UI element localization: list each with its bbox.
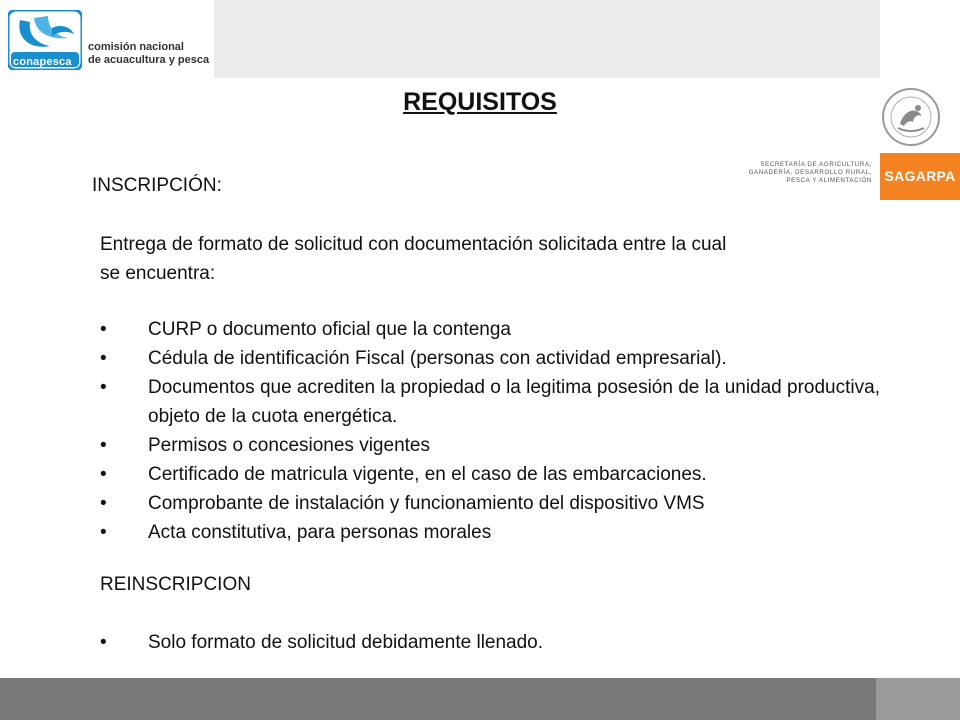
intro-line1: Entrega de formato de solicitud con documentación solicitada entre la cual — [100, 234, 727, 255]
conapesca-brand: conapesca — [13, 56, 72, 68]
secretaria-line2: GANADERÍA, DESARROLLO RURAL, — [748, 169, 872, 176]
list-item — [100, 315, 890, 344]
list-item-text: Documentos que acrediten la propiedad o la legitima posesión de la unidad productiva, objeto de la cuota energética. — [148, 377, 880, 427]
sagarpa-text: SAGARPA — [884, 168, 956, 184]
list-item-text: Comprobante de instalación y funcionamiento del dispositivo VMS — [148, 493, 705, 514]
secretaria-line1: SECRETARÍA DE AGRICULTURA, — [760, 161, 872, 168]
bullet: • — [100, 435, 107, 456]
conapesca-name — [88, 41, 209, 67]
reinscripcion-heading: REINSCRIPCION — [100, 574, 251, 595]
secretaria-line3: PESCA Y ALIMENTACIÓN — [786, 177, 872, 184]
list-item-text: Permisos o concesiones vigentes — [148, 435, 430, 456]
inscripcion-heading: INSCRIPCIÓN: — [92, 175, 222, 196]
list-item-text: Acta constitutiva, para personas morales — [148, 522, 492, 543]
list-item — [100, 373, 890, 431]
list-item — [100, 518, 890, 547]
footer-band-corner — [876, 678, 960, 720]
bullet: • — [100, 319, 107, 340]
bullet: • — [100, 377, 107, 398]
conapesca-name-line1: comisión nacional — [88, 41, 184, 53]
conapesca-logo — [0, 0, 214, 78]
list-item-text: Certificado de matricula vigente, en el caso de las embarcaciones. — [148, 464, 707, 485]
reinscripcion-list — [100, 628, 890, 657]
list-item-text: CURP o documento oficial que la contenga — [148, 319, 511, 340]
bullet: • — [100, 464, 107, 485]
bullet: • — [100, 522, 107, 543]
secretaria-label — [742, 161, 872, 185]
list-item — [100, 489, 890, 518]
bullet: • — [100, 348, 107, 369]
intro-line2: se encuentra: — [100, 263, 216, 284]
list-item — [100, 628, 890, 657]
footer-band — [0, 678, 960, 720]
bullet: • — [100, 493, 107, 514]
bullet: • — [100, 632, 107, 653]
list-item-text: Cédula de identificación Fiscal (personas con actividad empresarial). — [148, 348, 727, 369]
conapesca-name-line2: de acuacultura y pesca — [88, 54, 210, 66]
list-item — [100, 460, 890, 489]
inscripcion-list — [100, 315, 890, 547]
list-item — [100, 344, 890, 373]
inscripcion-intro — [100, 230, 890, 288]
list-item — [100, 431, 890, 460]
sagarpa-logo — [880, 153, 960, 200]
page-title: REQUISITOS — [403, 88, 557, 116]
list-item-text: Solo formato de solicitud debidamente llenado. — [148, 632, 544, 653]
